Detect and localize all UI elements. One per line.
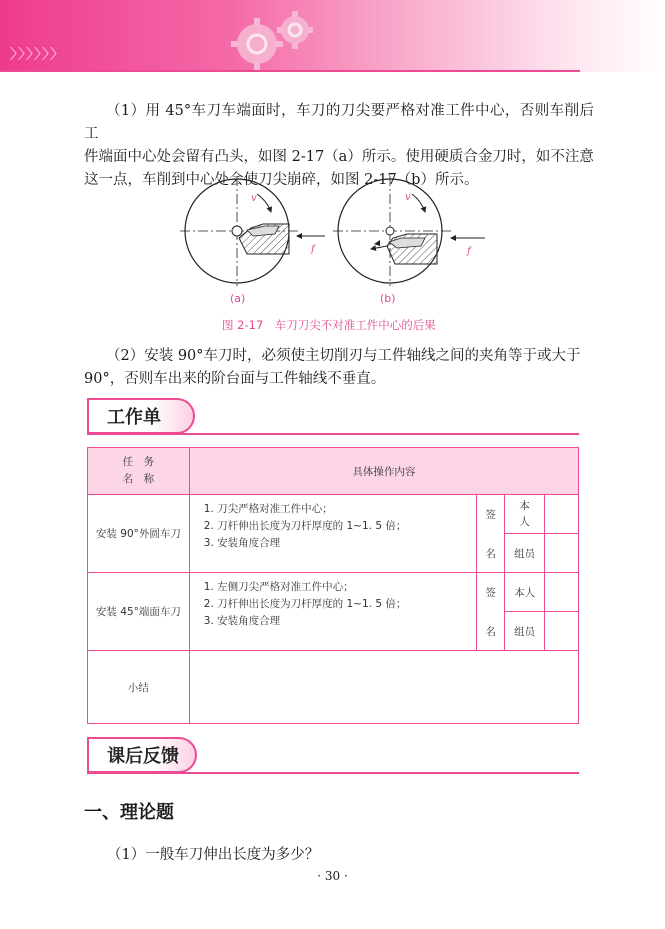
paragraph-2-line-1: （2）安装 90°车刀时，必须使主切削刃与工件轴线之间的夹角等于或大于 — [106, 348, 581, 364]
worksheet-title-tab — [87, 398, 195, 434]
paragraph-1-line-1: （1）用 45°车刀车端面时，车刀的刀尖要严格对准工件中心，否则车削后工 — [84, 103, 594, 142]
self-label-cell — [505, 495, 545, 534]
sign-char-2: 名 — [485, 625, 496, 638]
summary-label: 小结 — [88, 651, 190, 724]
list-item: 3. 安装角度合理 — [203, 615, 281, 627]
sign-label-cell — [477, 495, 505, 573]
self-signature-field[interactable] — [545, 573, 579, 612]
sign-char-1: 签 — [485, 508, 496, 521]
figure-b-drawing — [333, 176, 485, 286]
steps-cell — [189, 573, 476, 651]
worksheet-title-rule — [87, 433, 579, 435]
page-number: · 30 · — [317, 869, 348, 883]
list-item: 2. 刀杆伸出长度为刀杆厚度的 1~1. 5 倍； — [203, 520, 407, 532]
velocity-label-a: v — [251, 193, 257, 204]
task-header-line-2: 名 称 — [122, 473, 155, 485]
figure-label-b: (b) — [380, 292, 396, 305]
list-item: 3. 安装角度合理 — [203, 537, 281, 549]
header-rule — [0, 70, 580, 72]
list-item: 1. 刀尖严格对准工件中心； — [203, 503, 333, 515]
figure-label-a: (a) — [230, 292, 246, 305]
question-1: （1）一般车刀伸出长度为多少？ — [107, 847, 320, 863]
paragraph-2 — [84, 345, 594, 391]
chevron-decoration: 〉〉〉〉〉〉 — [10, 47, 65, 63]
task-name-cell: 安装 90°外圆车刀 — [88, 495, 190, 573]
self-label-line-1: 本 — [519, 500, 530, 512]
paragraph-2-line-2: 90°，否则车出来的阶台面与工件轴线不垂直。 — [84, 371, 386, 387]
self-label-cell: 本人 — [505, 573, 545, 612]
paragraph-1-line-2: 件端面中心处会留有凸头，如图 2-17（a）所示。使用硬质合金刀时，如不注意 — [84, 149, 594, 165]
theory-heading: 一、理论题 — [84, 802, 174, 823]
sign-char-2: 名 — [485, 547, 496, 560]
worksheet-section-header — [87, 398, 587, 432]
content-header: 具体操作内容 — [189, 448, 578, 495]
figure-2-17-diagram — [175, 176, 495, 296]
task-header-line-1: 任 务 — [122, 456, 155, 468]
worksheet-title: 工作单 — [107, 407, 161, 428]
header-banner — [0, 0, 665, 72]
gear-decoration-icon — [215, 6, 325, 72]
figure-caption: 图 2-17 车刀刀尖不对准工件中心的后果 — [222, 318, 436, 332]
member-label-cell: 组员 — [505, 612, 545, 651]
velocity-label-b: v — [405, 192, 411, 203]
steps-cell — [189, 495, 476, 573]
feedback-section-header — [87, 737, 587, 771]
sign-label-cell — [477, 573, 505, 651]
self-label-line-2: 人 — [519, 516, 530, 528]
feed-label-b: f — [467, 246, 471, 257]
member-label-cell: 组员 — [505, 534, 545, 573]
member-signature-field[interactable] — [545, 534, 579, 573]
feedback-title-rule — [87, 772, 579, 774]
member-signature-field[interactable] — [545, 612, 579, 651]
summary-row — [88, 651, 579, 724]
feed-label-a: f — [311, 244, 315, 255]
figure-a-drawing — [180, 176, 325, 286]
worksheet-table — [87, 447, 579, 724]
table-row — [88, 495, 579, 534]
self-signature-field[interactable] — [545, 495, 579, 534]
list-item: 2. 刀杆伸出长度为刀杆厚度的 1~1. 5 倍； — [203, 598, 407, 610]
paragraph-1-line-3: 这一点，车削到中心处会使刀尖崩碎，如图 2-17（b）所示。 — [84, 172, 479, 188]
table-row — [88, 573, 579, 612]
table-header-row — [88, 448, 579, 495]
list-item: 1. 左侧刀尖严格对准工件中心； — [203, 581, 354, 593]
feedback-title: 课后反馈 — [107, 746, 179, 767]
task-name-header — [88, 448, 190, 495]
sign-char-1: 签 — [485, 586, 496, 599]
feedback-title-tab — [87, 737, 197, 773]
task-name-cell: 安装 45°端面车刀 — [88, 573, 190, 651]
summary-field[interactable] — [189, 651, 578, 724]
